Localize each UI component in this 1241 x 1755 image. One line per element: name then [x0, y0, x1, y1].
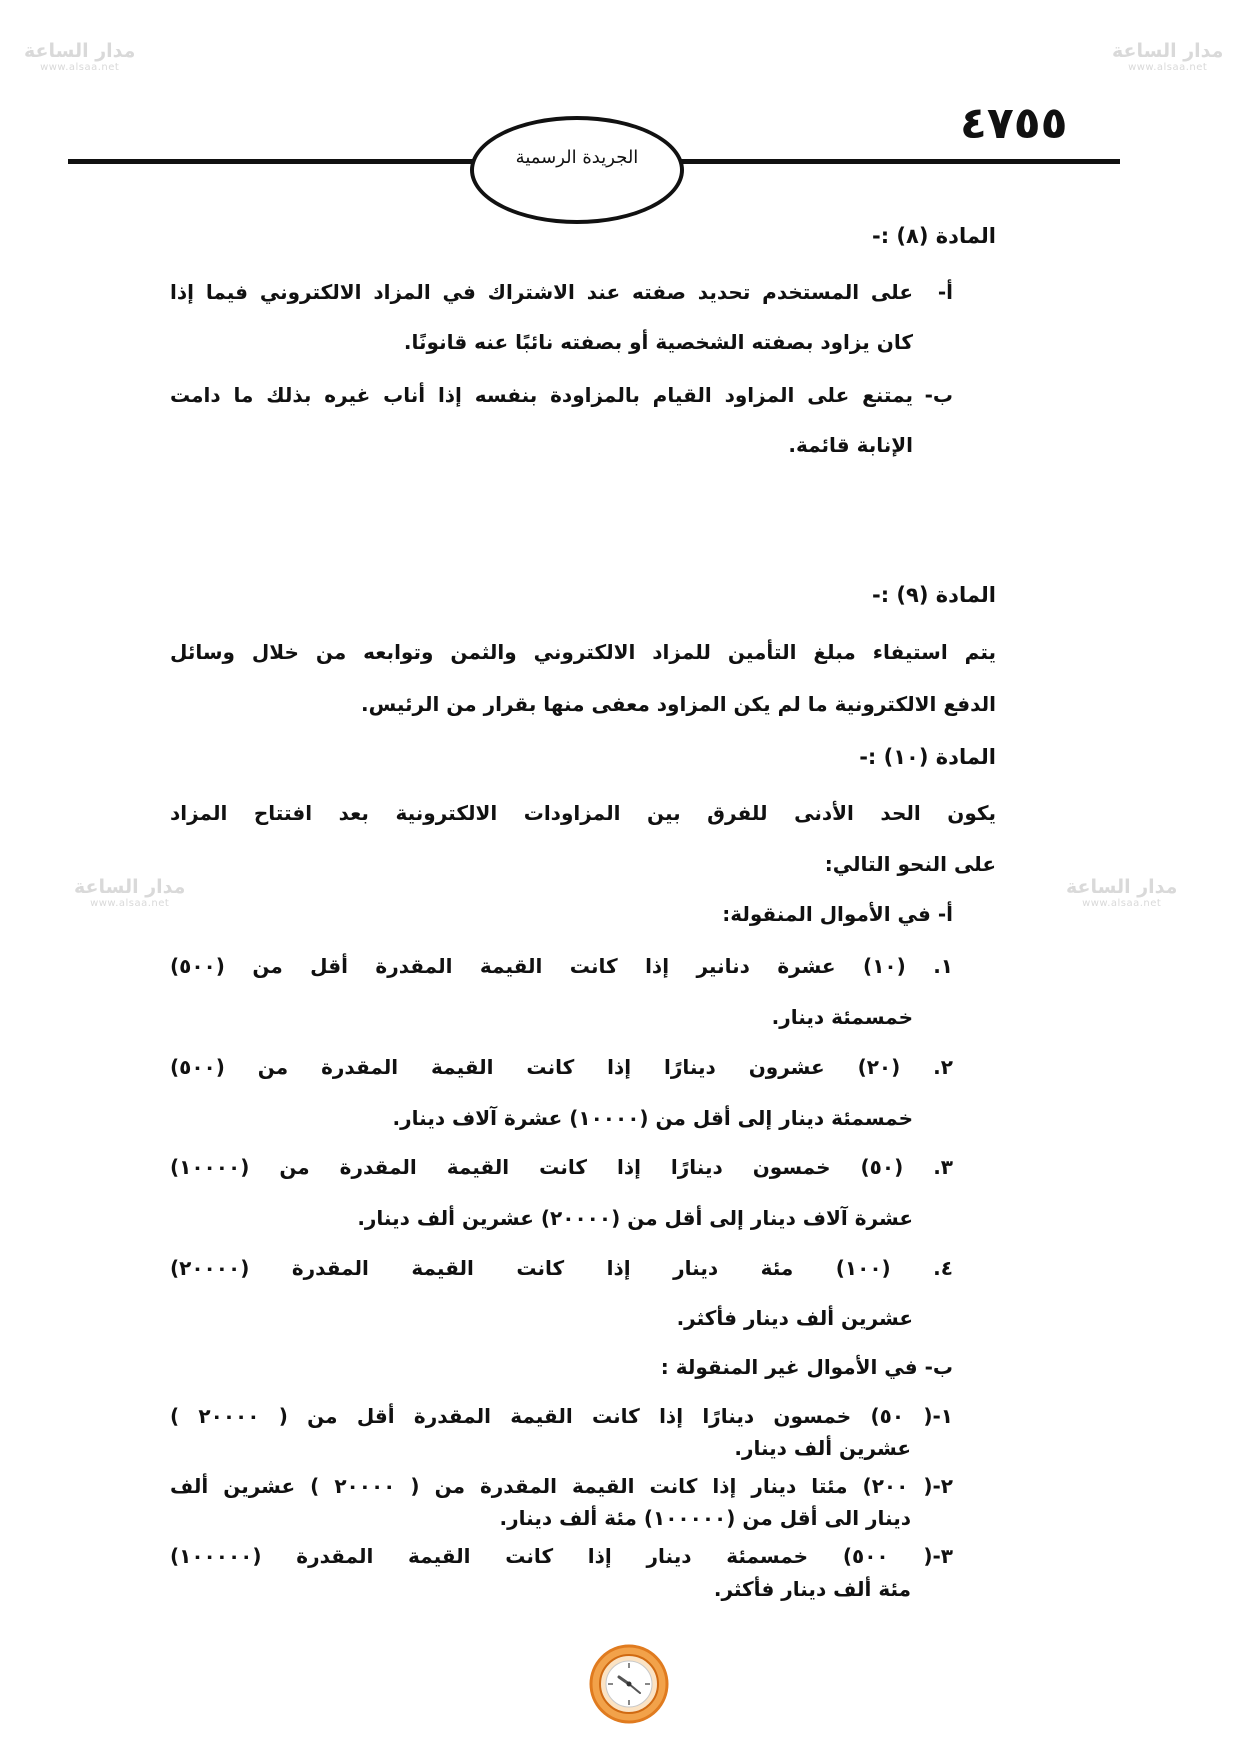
immovable-item-3-line1: ٣-( ٥٠٠) خمسمئة دينار إذا كانت القيمة المقدرة (١٠٠٠٠٠): [170, 1544, 954, 1568]
clock-icon: [588, 1643, 670, 1725]
watermark-name: مدار الساعة: [74, 876, 186, 898]
watermark-url: www.alsaa.net: [1082, 898, 1162, 909]
movable-item-4-line1: ٤. (١٠٠) مئة دينار إذا كانت القيمة المقدرة (٢٠٠٠٠): [170, 1256, 953, 1280]
item-marker: ب-: [924, 383, 953, 407]
immovable-heading: ب- في الأموال غير المنقولة :: [660, 1355, 953, 1379]
watermark-url: www.alsaa.net: [40, 62, 120, 73]
article-8-heading: المادة (٨) :-: [872, 224, 996, 248]
immovable-item-3-line2: مئة ألف دينار فأكثر.: [713, 1577, 911, 1601]
article-10-line1: يكون الحد الأدنى للفرق بين المزاودات الالكترونية بعد افتتاح المزاد: [170, 801, 996, 825]
watermark-url: www.alsaa.net: [1128, 62, 1208, 73]
watermark-url: www.alsaa.net: [90, 898, 170, 909]
watermark-name: مدار الساعة: [1112, 40, 1224, 62]
immovable-item-1-line2: عشرين ألف دينار.: [734, 1436, 911, 1460]
article-8-item-a-line2: كان يزاود بصفته الشخصية أو بصفته نائبًا عنه قانونًا.: [403, 330, 913, 354]
gazette-name: الجريدة الرسمية: [515, 147, 639, 168]
movable-heading: أ- في الأموال المنقولة:: [722, 902, 953, 926]
article-10-line2: على النحو التالي:: [824, 852, 996, 876]
watermark-top-right: [1112, 42, 1223, 73]
watermark-middle-left: [74, 878, 185, 909]
movable-item-1-line1: ١. (١٠) عشرة دنانير إذا كانت القيمة المقدرة أقل من (٥٠٠): [170, 954, 954, 978]
movable-item-4-line2: عشرين ألف دينار فأكثر.: [676, 1306, 913, 1330]
movable-item-2-line2: خمسمئة دينار إلى أقل من (١٠٠٠٠) عشرة آلاف دينار.: [392, 1106, 913, 1130]
gazette-oval: [470, 116, 684, 224]
item-marker: أ-: [937, 280, 953, 304]
movable-item-1-line2: خمسمئة دينار.: [771, 1005, 913, 1029]
movable-item-3-line2: عشرة آلاف دينار إلى أقل من (٢٠٠٠٠) عشرين ألف دينار.: [357, 1206, 913, 1230]
article-10-heading: المادة (١٠) :-: [859, 745, 996, 769]
watermark-name: مدار الساعة: [24, 40, 136, 62]
watermark-top-left: [24, 42, 135, 73]
watermark-middle-right: [1066, 878, 1177, 909]
article-9-line1: يتم استيفاء مبلغ التأمين للمزاد الالكتروني والثمن وتوابعه من خلال وسائل: [170, 640, 996, 664]
article-8-item-b-line2: الإنابة قائمة.: [788, 433, 913, 457]
page-number: ٤٧٥٥: [960, 98, 1068, 149]
immovable-item-2-line2: دينار الى أقل من (١٠٠٠٠٠) مئة ألف دينار.: [499, 1506, 911, 1530]
immovable-item-1-line1: ١-( ٥٠) خمسون دينارًا إذا كانت القيمة المقدرة أقل من ( ٢٠٠٠٠ ): [170, 1404, 953, 1428]
immovable-item-2-line1: ٢-( ٢٠٠) مئتا دينار إذا كانت القيمة المقدرة من ( ٢٠٠٠٠ ) عشرين ألف: [170, 1474, 953, 1498]
movable-item-3-line1: ٣. (٥٠) خمسون دينارًا إذا كانت القيمة المقدرة من (١٠٠٠٠): [170, 1155, 954, 1179]
article-9-line2: الدفع الالكترونية ما لم يكن المزاود معفى منها بقرار من الرئيس.: [360, 692, 996, 716]
article-8-item-a-line1: على المستخدم تحديد صفته عند الاشتراك في المزاد الالكتروني فيما إذا: [170, 280, 913, 304]
watermark-name: مدار الساعة: [1066, 876, 1178, 898]
movable-item-2-line1: ٢. (٢٠) عشرون دينارًا إذا كانت القيمة المقدرة من (٥٠٠): [170, 1055, 953, 1079]
article-9-heading: المادة (٩) :-: [872, 583, 996, 607]
article-8-item-b-line1: يمتنع على المزاود القيام بالمزاودة بنفسه إذا أناب غيره بذلك ما دامت: [170, 383, 913, 407]
